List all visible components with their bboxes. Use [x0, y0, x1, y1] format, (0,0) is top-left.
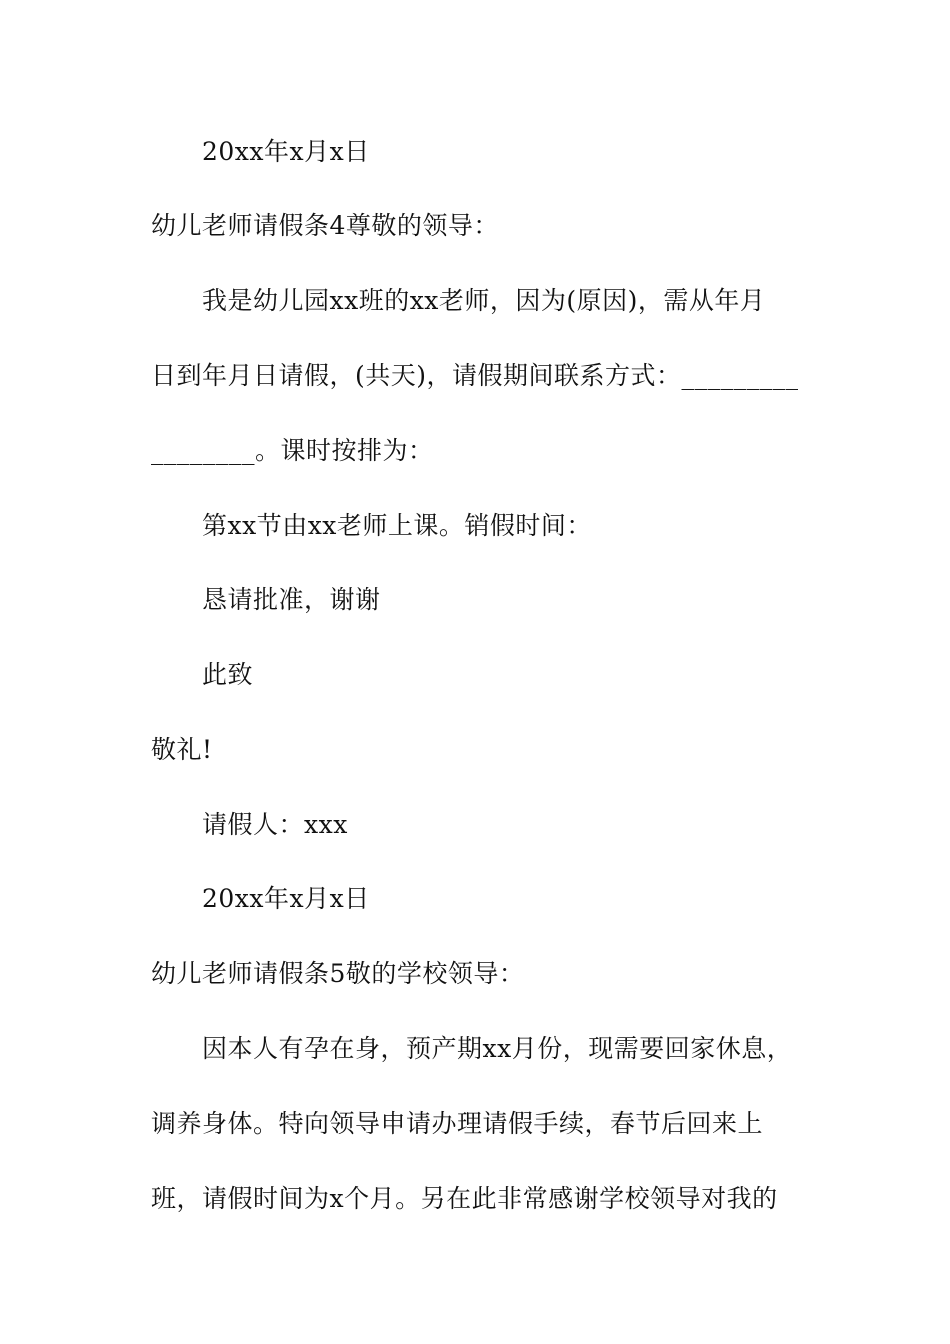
paragraph-line: ________。课时按排为： — [151, 436, 434, 465]
paragraph-line: 日到年月日请假，(共天)，请假期间联系方式：_________ — [151, 361, 799, 390]
closing-line: 此致 — [202, 660, 254, 689]
signature-line: 请假人：xxx — [202, 810, 348, 839]
date-line: 20xx年x月x日 — [202, 137, 370, 166]
paragraph-line: 因本人有孕在身，预产期xx月份，现需要回家休息， — [202, 1034, 793, 1063]
paragraph-line: 我是幼儿园xx班的xx老师，因为(原因)，需从年月 — [202, 286, 766, 315]
salutation-line: 敬礼! — [151, 735, 213, 764]
paragraph-line: 班，请假时间为x个月。另在此非常感谢学校领导对我的 — [151, 1184, 778, 1213]
note-5-heading: 幼儿老师请假条5敬的学校领导： — [151, 959, 525, 988]
paragraph-line: 调养身体。特向领导申请办理请假手续，春节后回来上 — [151, 1109, 764, 1138]
note-4-heading: 幼儿老师请假条4尊敬的领导： — [151, 211, 499, 240]
paragraph-line: 恳请批准，谢谢 — [202, 585, 381, 614]
date-line: 20xx年x月x日 — [202, 884, 370, 913]
paragraph-line: 第xx节由xx老师上课。销假时间： — [202, 511, 592, 540]
